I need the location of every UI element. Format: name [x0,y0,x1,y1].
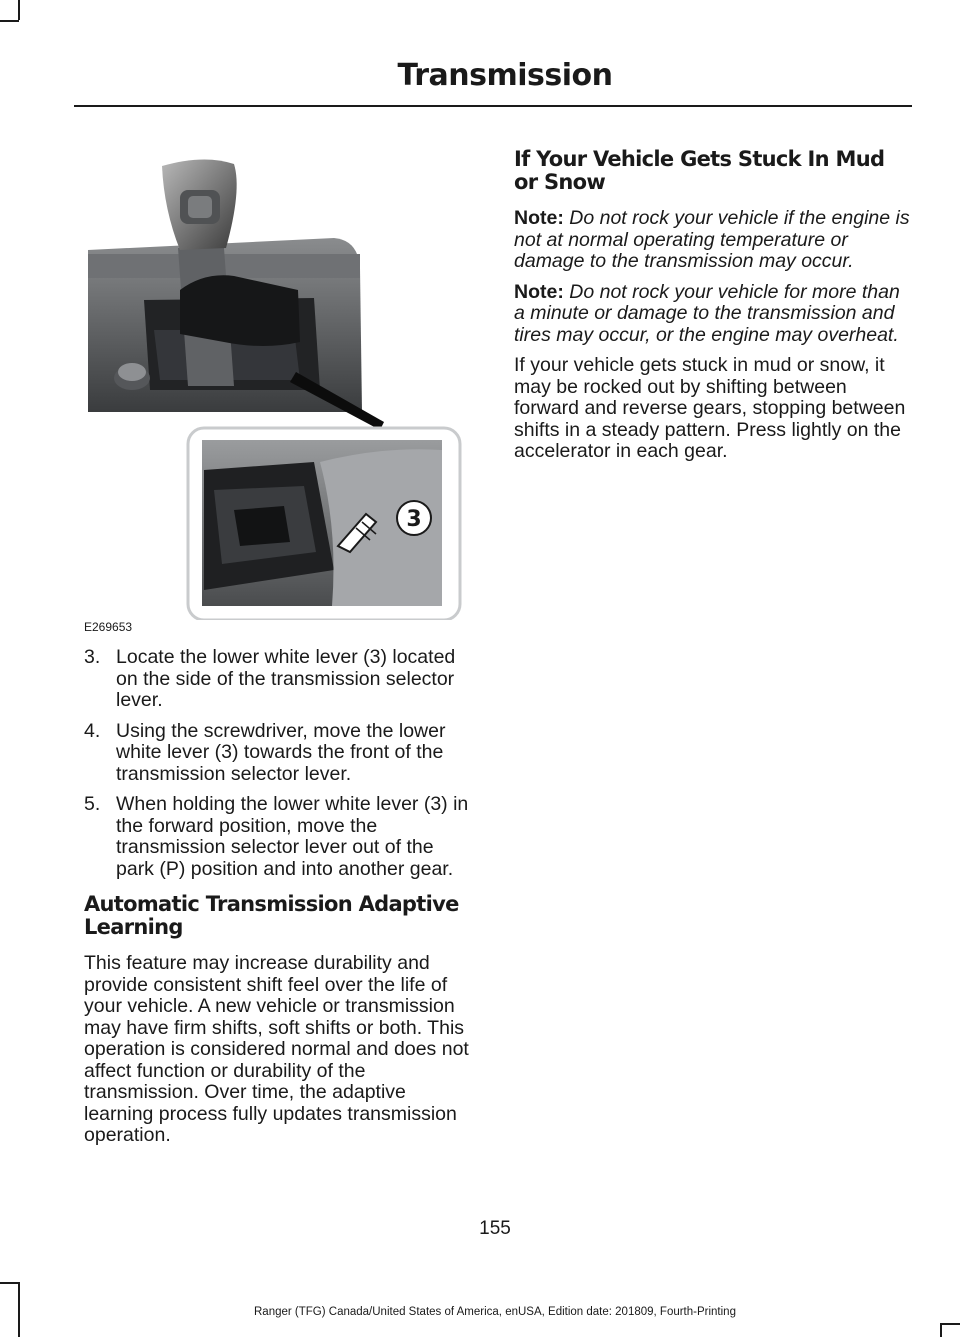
step-number: 3. [84,646,101,668]
crop-mark [940,1323,942,1337]
crop-mark [0,1282,19,1284]
steps-block [84,647,476,889]
section-heading: If Your Vehicle Gets Stuck In Mud or Snow [514,147,885,194]
section-heading: Automatic Transmission Adaptive Learning [84,892,459,939]
list-item [84,647,476,712]
note [514,208,910,273]
body-paragraph: If your vehicle gets stuck in mud or snow, it may be rocked out by shifting between forward and reverse gears, stopping between shifts in a steady pattern. Press lightly on the accelerator in each gear. [514,354,906,462]
shift-lever-figure [84,150,476,640]
crop-mark [18,0,20,20]
step-text: Locate the lower white lever (3) located on the side of the transmission selector lever. [116,646,456,711]
page-number: 155 [479,1218,511,1239]
crop-mark [941,1323,960,1325]
step-number: 5. [84,793,101,815]
page-title: Transmission [397,58,613,93]
step-number: 4. [84,719,101,742]
note-text: Do not rock your vehicle for more than a minute or damage to the transmission and tires may occur, or the engine may overheat. [514,280,900,346]
shift-lever-illustration [84,150,476,620]
note-text: Do not rock your vehicle if the engine is not at normal operating temperature or damage to the transmission may occur. [514,207,910,272]
figure-id: E269653 [84,620,133,634]
edition-footer: Ranger (TFG) Canada/United States of America, enUSA, Edition date: 201809, Fourth-Printing [254,1306,736,1318]
header-rule [74,105,912,107]
step-text: When holding the lower white lever (3) in the forward position, move the transmission selector lever out of the park (P) position and into another gear. [116,793,469,880]
step-text: Using the screwdriver, move the lower white lever (3) towards the front of the transmission selector lever. [116,719,446,785]
steps-list [84,647,476,880]
note-label: Note: [514,207,564,229]
list-item [84,721,476,786]
callout-label: 3 [406,507,422,532]
adaptive-learning-section [84,893,476,1147]
crop-mark [0,20,19,22]
list-item [84,794,476,880]
stuck-section [514,148,910,463]
body-paragraph: This feature may increase durability and provide consistent shift feel over the life of your vehicle. A new vehicle or transmission may have firm shifts, soft shifts or both. This operation is considered normal and does not affect function or durability of the transmission. Over time, the adaptive learning process fully updates transmission operation. [84,952,469,1146]
note [514,282,910,347]
note-label: Note: [514,280,564,303]
